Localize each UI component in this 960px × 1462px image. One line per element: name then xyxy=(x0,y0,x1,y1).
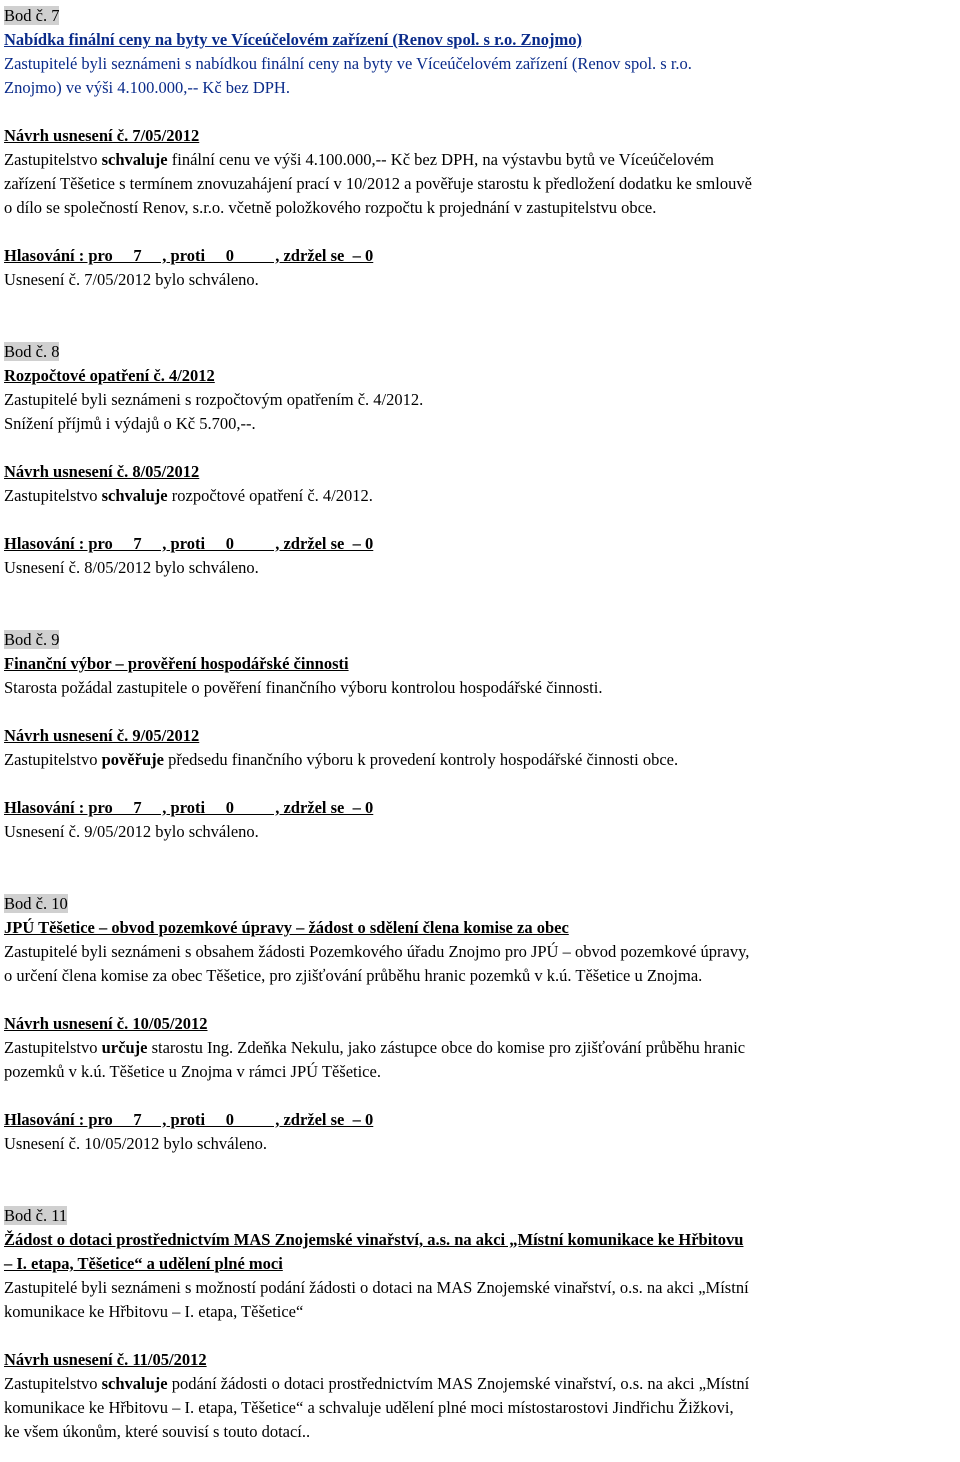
section-10-resolution-proposal: Návrh usnesení č. 10/05/2012 xyxy=(4,1014,208,1033)
section-8-vote: Hlasování : pro 7 , proti 0 , zdržel se – 0 xyxy=(4,534,374,553)
section-8-resolution-verb: schvaluje xyxy=(101,486,168,505)
section-10-vote: Hlasování : pro 7 , proti 0 , zdržel se – 0 xyxy=(4,1110,374,1129)
section-9-resolution-proposal: Návrh usnesení č. 9/05/2012 xyxy=(4,726,200,745)
section-11-resolution-line-3: ke všem úkonům, které souvisí s touto dotací.. xyxy=(4,1422,311,1441)
section-10-title: JPÚ Těšetice – obvod pozemkové úpravy – žádost o sdělení člena komise za obec xyxy=(4,918,569,937)
section-7-resolution-line-1: Zastupitelstvo schvaluje finální cenu ve výši 4.100.000,-- Kč bez DPH, na výstavbu bytů ve Víceúčelovém xyxy=(4,150,714,169)
section-8-info-line-1: Zastupitelé byli seznámeni s rozpočtovým opatřením č. 4/2012. xyxy=(4,390,424,409)
section-9-vote: Hlasování : pro 7 , proti 0 , zdržel se – 0 xyxy=(4,798,374,817)
section-8-info-line-2: Snížení příjmů i výdajů o Kč 5.700,--. xyxy=(4,414,256,433)
section-8-resolution-proposal: Návrh usnesení č. 8/05/2012 xyxy=(4,462,200,481)
section-9-info-line-1: Starosta požádal zastupitele o pověření finančního výboru kontrolou hospodářské činnosti. xyxy=(4,678,603,697)
section-10-info-line-1: Zastupitelé byli seznámeni s obsahem žádosti Pozemkového úřadu Znojmo pro JPÚ – obvod pozemkové úpravy, xyxy=(4,942,750,961)
section-7-title: Nabídka finální ceny na byty ve Víceúčelovém zařízení (Renov spol. s r.o. Znojmo) xyxy=(4,30,582,49)
section-7-info-line-1: Zastupitelé byli seznámeni s nabídkou finální ceny na byty ve Víceúčelovém zařízení (Renov spol. s r.o. xyxy=(4,54,692,73)
section-11-title-line-1: Žádost o dotaci prostřednictvím MAS Znojemské vinařství, a.s. na akci „Místní komunikace ke Hřbitovu xyxy=(4,1230,744,1249)
section-11-resolution-line-1: Zastupitelstvo schvaluje podání žádosti o dotaci prostřednictvím MAS Znojemské vinařství, o.s. na akci „Místní xyxy=(4,1374,750,1393)
section-7-vote: Hlasování : pro 7 , proti 0 , zdržel se – 0 xyxy=(4,246,374,265)
section-10-result: Usnesení č. 10/05/2012 bylo schváleno. xyxy=(4,1134,268,1153)
section-9-result: Usnesení č. 9/05/2012 bylo schváleno. xyxy=(4,822,259,841)
section-10-info-line-2: o určení člena komise za obec Těšetice, pro zjišťování průběhu hranic pozemků v k.ú. Těšetice u Znojma. xyxy=(4,966,703,985)
section-7-resolution-proposal: Návrh usnesení č. 7/05/2012 xyxy=(4,126,200,145)
section-10-resolution-verb: určuje xyxy=(101,1038,148,1057)
section-8-title: Rozpočtové opatření č. 4/2012 xyxy=(4,366,215,385)
section-9-resolution-line-1: Zastupitelstvo pověřuje předsedu finančního výboru k provedení kontroly hospodářské činnosti obce. xyxy=(4,750,679,769)
section-7-resolution-verb: schvaluje xyxy=(101,150,168,169)
section-9-number: Bod č. 9 xyxy=(4,630,60,649)
section-11-resolution-verb: schvaluje xyxy=(101,1374,168,1393)
section-10-resolution-line-2: pozemků v k.ú. Těšetice u Znojma v rámci JPÚ Těšetice. xyxy=(4,1062,381,1081)
section-11-resolution-proposal: Návrh usnesení č. 11/05/2012 xyxy=(4,1350,207,1369)
section-7-number: Bod č. 7 xyxy=(4,6,60,25)
section-7-resolution-line-3: o dílo se společností Renov, s.r.o. včetně položkového rozpočtu k projednání v zastupitelstvu obce. xyxy=(4,198,657,217)
section-7-resolution-line-2: zařízení Těšetice s termínem znovuzahájení prací v 10/2012 a pověřuje starostu k předložení dodatku ke smlouvě xyxy=(4,174,752,193)
section-10-resolution-line-1: Zastupitelstvo určuje starostu Ing. Zdeňka Nekulu, jako zástupce obce do komise pro zjišťování průběhu hranic xyxy=(4,1038,746,1057)
section-11-resolution-line-2: komunikace ke Hřbitovu – I. etapa, Těšetice“ a schvaluje udělení plné moci místostarostovi Jindřichu Žižkovi, xyxy=(4,1398,734,1417)
section-7-result: Usnesení č. 7/05/2012 bylo schváleno. xyxy=(4,270,259,289)
section-11-title-line-2: – I. etapa, Těšetice“ a udělení plné moci xyxy=(4,1254,283,1273)
section-11-number: Bod č. 11 xyxy=(4,1206,68,1225)
section-8-result: Usnesení č. 8/05/2012 bylo schváleno. xyxy=(4,558,259,577)
section-8-resolution-line-1: Zastupitelstvo schvaluje rozpočtové opatření č. 4/2012. xyxy=(4,486,373,505)
section-9-title: Finanční výbor – prověření hospodářské činnosti xyxy=(4,654,349,673)
section-10-number: Bod č. 10 xyxy=(4,894,68,913)
section-9-resolution-verb: pověřuje xyxy=(101,750,164,769)
section-7-info-line-2: Znojmo) ve výši 4.100.000,-- Kč bez DPH. xyxy=(4,78,290,97)
section-11-info-line-1: Zastupitelé byli seznámeni s možností podání žádosti o dotaci na MAS Znojemské vinařství, o.s. na akci „Místní xyxy=(4,1278,749,1297)
section-8-number: Bod č. 8 xyxy=(4,342,60,361)
section-11-info-line-2: komunikace ke Hřbitovu – I. etapa, Těšetice“ xyxy=(4,1302,304,1321)
